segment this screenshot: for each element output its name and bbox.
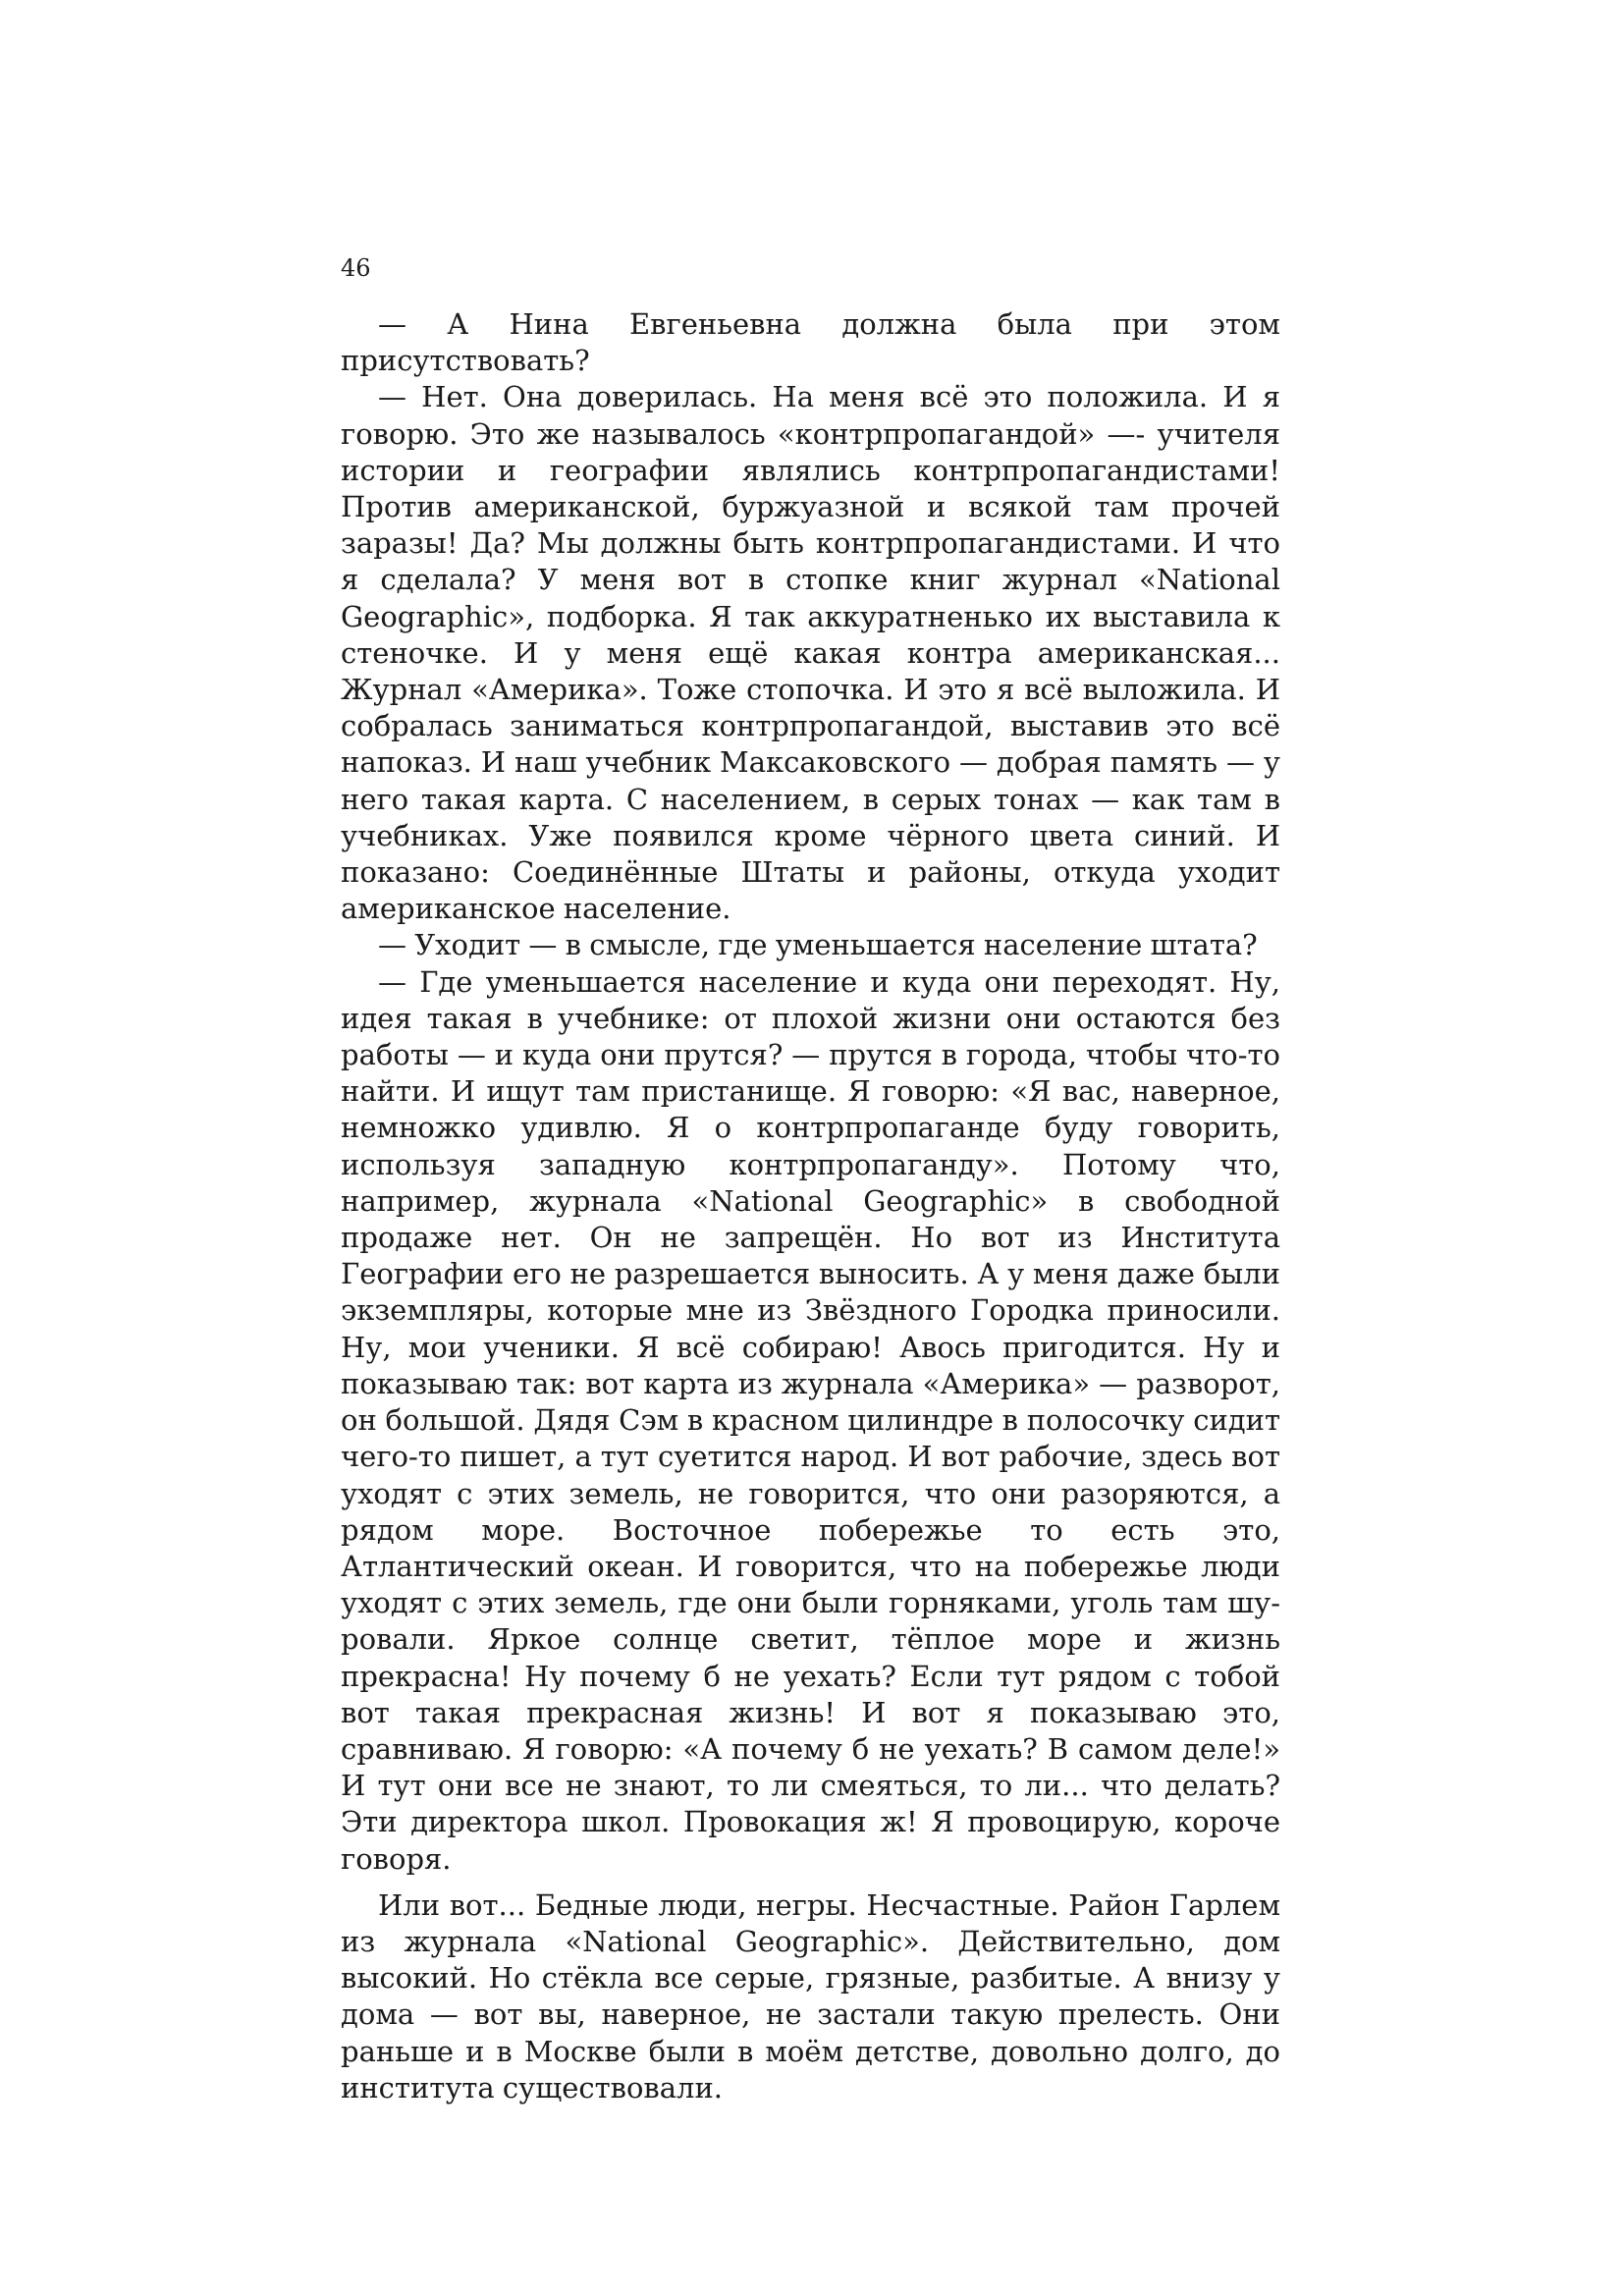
paragraph: — Нет. Она доверилась. На меня всё это положила. И я говорю. Это же называлось «контрпропагандой» —- учителя истории и географии являлись контрпропагандистами! Против американской, буржуазной и всякой там прочей заразы! Да? Мы должны быть контрпропагандистами. И что я сделала? У меня вот в стопке книг журнал «National Geographic», подборка. Я так аккуратненько их выставила к стеночке. И у меня ещё какая контра американская... Журнал «Америка». Тоже стопочка. И это я всё выложила. И собралась заниматься контрпропагандой, выставив это всё напоказ. И наш учебник Максаковского — добрая память — у него такая карта. С населением, в серых тонах — как там в учебниках. Уже появился кроме чёрного цвета синий. И показано: Соединённые Штаты и районы, откуда уходит американское население. bbox=[341, 380, 1280, 926]
paragraph: — Где уменьшается население и куда они переходят. Ну, идея такая в учебнике: от плохой жизни они остаются без работы — и куда они прутся? — прутся в города, чтобы что-то найти. И ищут там пристанище. Я говорю: «Я вас, наверное, немножко удивлю. Я о контрпропаганде буду говорить, используя западную контрпропаганду». Потому что, например, журнала «National Geographic» в свободной продаже нет. Он не запрещён. Но вот из Института Географии его не разрешается выносить. А у меня даже были экземпляры, которые мне из Звёздного Городка приносили. Ну, мои ученики. Я всё собираю! Авось пригодится. Ну и показываю так: вот карта из журнала «Америка» — разворот, он большой. Дядя Сэм в красном цилиндре в полосочку сидит чего-то пишет, а тут суетится народ. И вот рабочие, здесь вот уходят с этих земель, не говорится, что они разоряются, а рядом море. Восточное побережье то есть это, Атлантический океан. И говорится, что на побережье люди уходят с этих земель, где они были горняками, уголь там шуровали. Яркое солнце светит, тёплое море и жизнь прекрасна! Ну почему б не уехать? Если тут рядом с тобой вот такая прекрасная жизнь! И вот я показываю это, сравниваю. Я говорю: «А почему б не уехать? В самом деле!» И тут они все не знают, то ли смеяться, то ли... что делать? Эти директора школ. Провокация ж! Я провоцирую, короче говоря. bbox=[341, 964, 1280, 1876]
text-body bbox=[341, 306, 1280, 2106]
paragraph: — Уходит — в смысле, где уменьшается население штата? bbox=[378, 928, 1258, 962]
paragraph: — А Нина Евгеньевна должна была при этом присутствовать? bbox=[341, 307, 1280, 378]
page-number: 46 bbox=[341, 254, 371, 282]
paragraph: Или вот... Бедные люди, негры. Несчастные. Район Гарлем из журнала «National Geographic». Действительно, дом высокий. Но стёкла все серые, грязные, разбитые. А внизу у дома — вот вы, наверное, не застали такую прелесть. Они раньше и в Москве были в моём детстве, довольно долго, до института существовали. bbox=[341, 1887, 1280, 2105]
